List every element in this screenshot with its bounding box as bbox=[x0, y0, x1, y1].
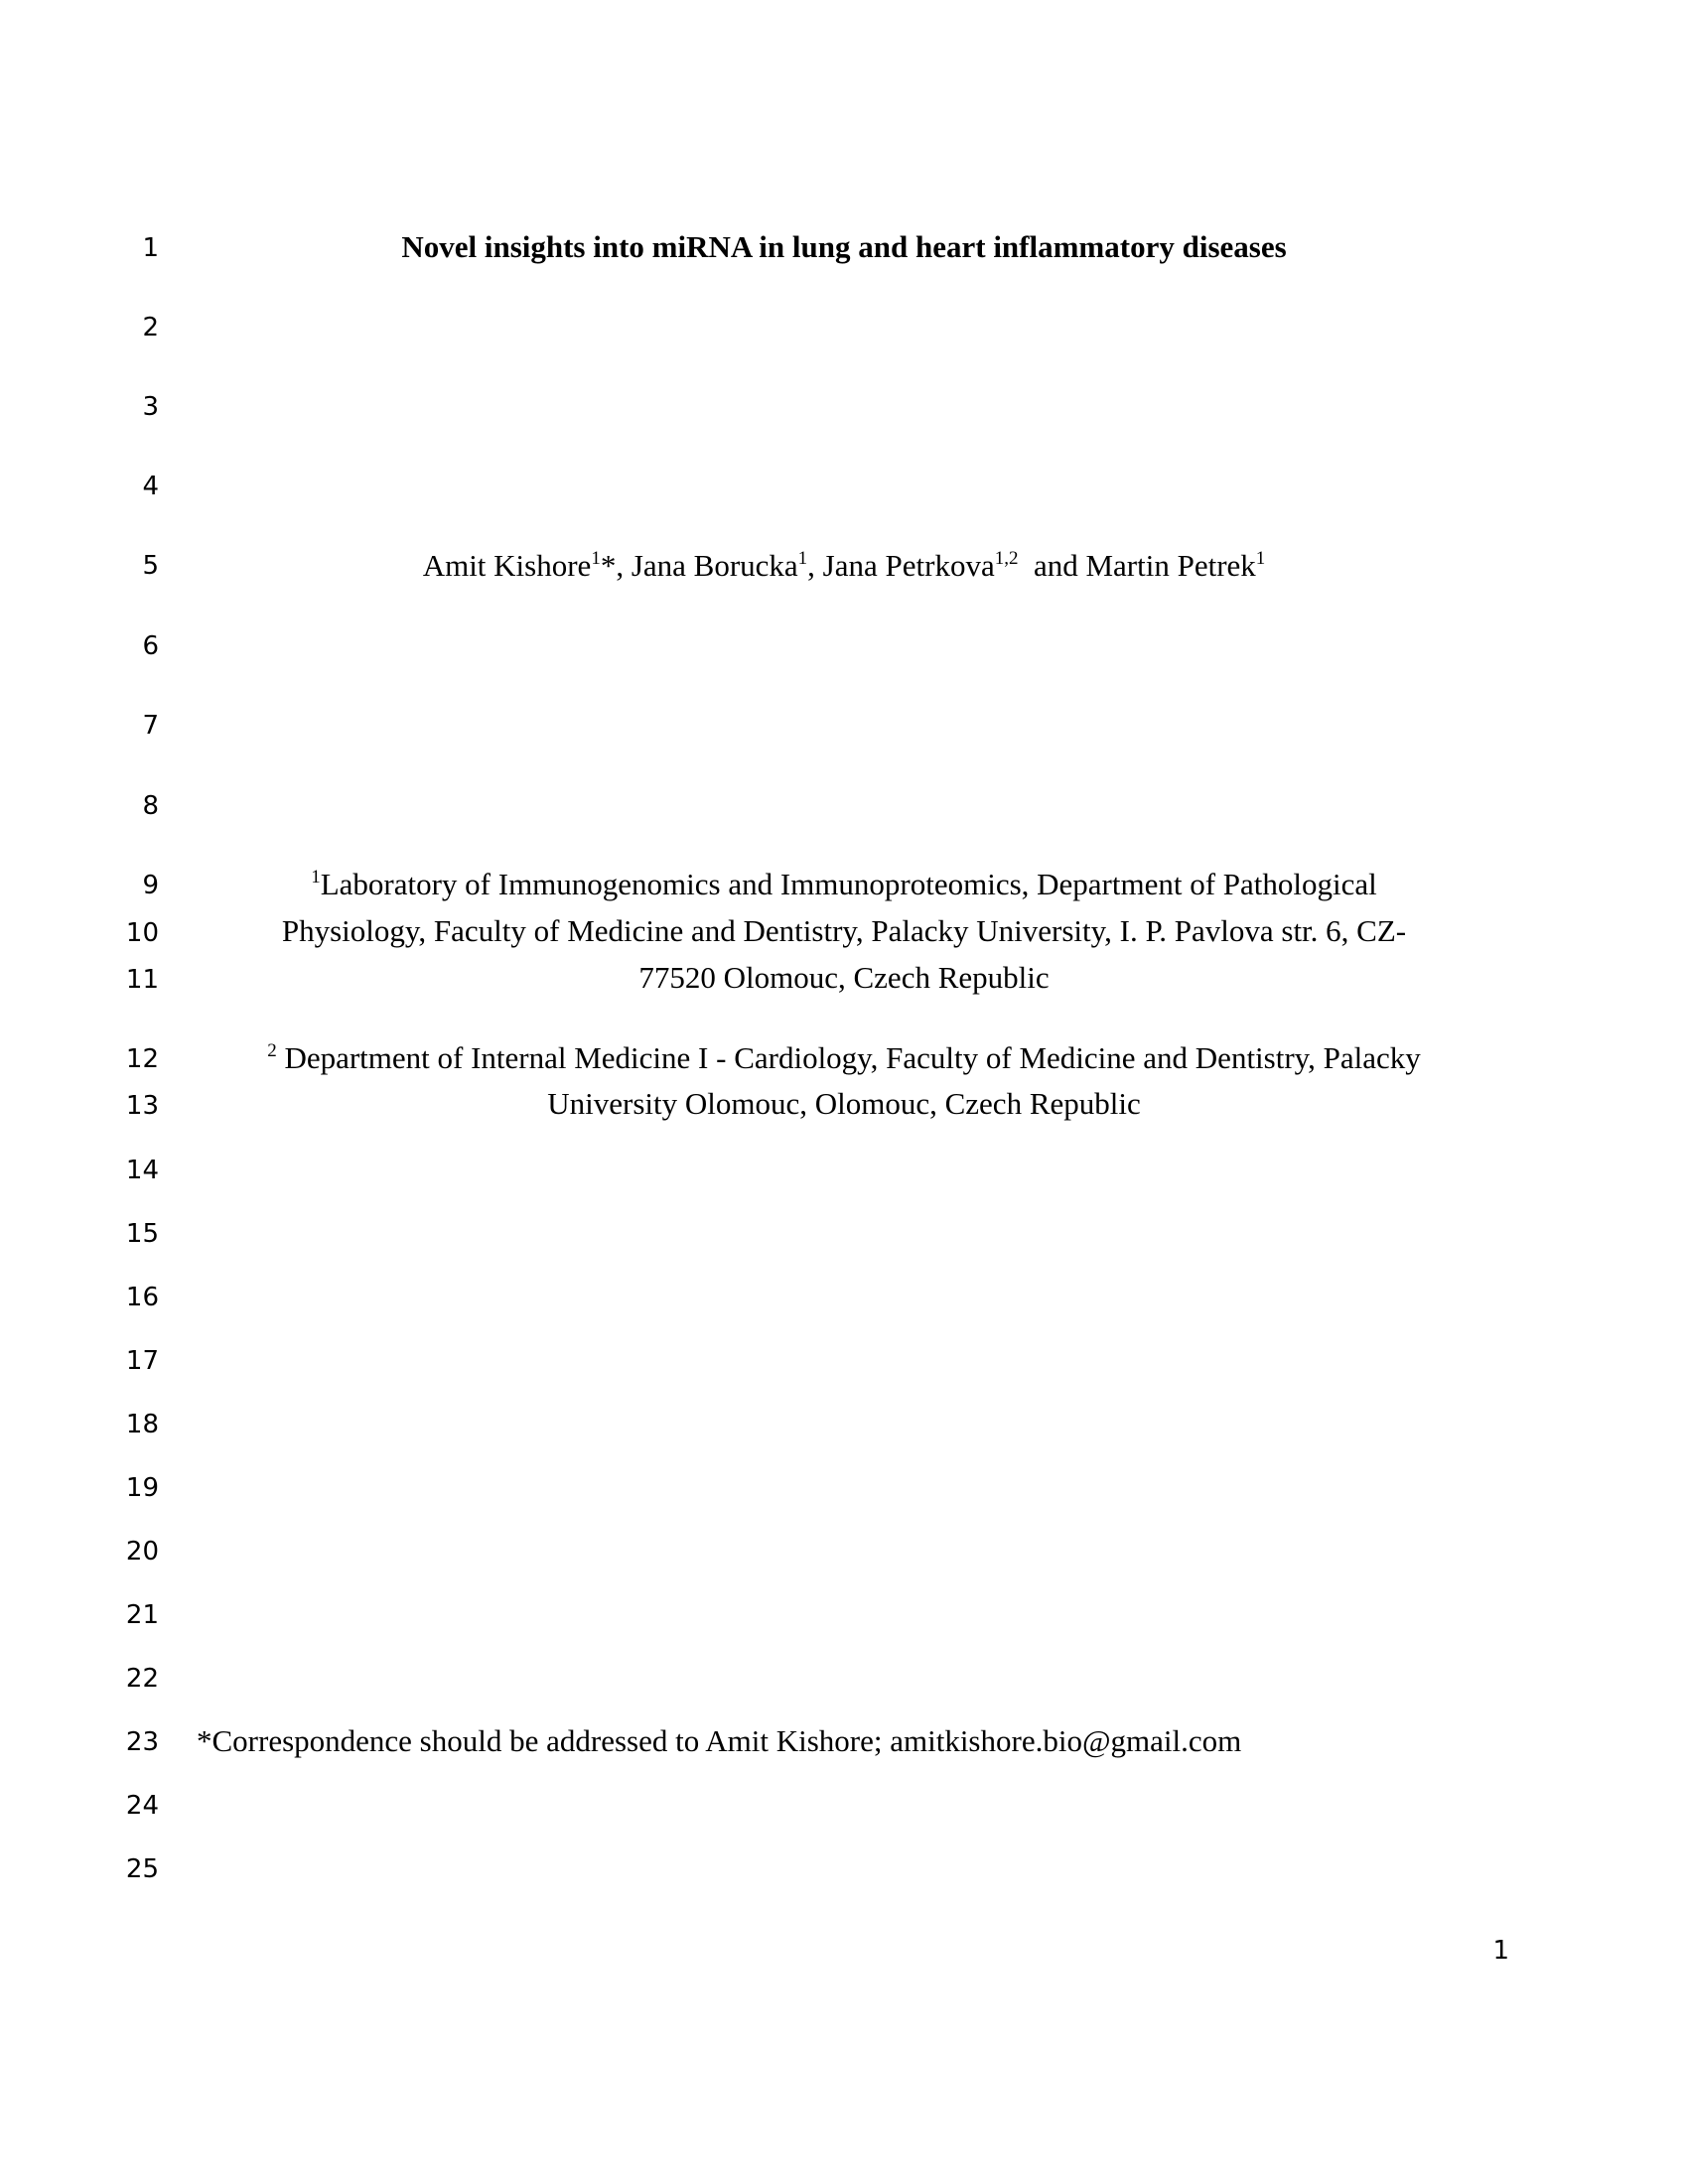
line-number: 20 bbox=[125, 1537, 159, 1567]
line-number: 6 bbox=[142, 631, 159, 661]
affiliation-mark: 2 bbox=[267, 1040, 277, 1061]
affiliation-1-line-1 bbox=[0, 867, 1688, 902]
author-separator: , bbox=[807, 548, 823, 583]
author-affiliation-mark: 1 bbox=[1255, 548, 1266, 569]
line-number: 19 bbox=[125, 1473, 159, 1503]
line-number: 3 bbox=[142, 392, 159, 422]
author-name: Jana Petrkova bbox=[822, 548, 995, 583]
author-affiliation-mark: 1 bbox=[797, 548, 808, 569]
affiliation-text: Laboratory of Immunogenomics and Immunoproteomics, Department of Pathological bbox=[320, 867, 1377, 901]
line-number: 5 bbox=[142, 551, 159, 581]
affiliation-1-line-2: Physiology, Faculty of Medicine and Dentistry, Palacky University, I. P. Pavlova str. 6, CZ- bbox=[281, 913, 1407, 948]
affiliation-2-line-2: University Olomouc, Olomouc, Czech Republic bbox=[547, 1086, 1141, 1121]
line-number: 24 bbox=[125, 1791, 159, 1821]
line-number: 13 bbox=[125, 1091, 159, 1121]
line-number: 9 bbox=[142, 871, 159, 900]
author-name: Jana Borucka bbox=[631, 548, 798, 583]
page-number: 1 bbox=[1492, 1936, 1509, 1966]
affiliation-1-line-3: 77520 Olomouc, Czech Republic bbox=[638, 960, 1050, 995]
line-number: 25 bbox=[125, 1854, 159, 1884]
line-number: 7 bbox=[142, 711, 159, 741]
paper-title: Novel insights into miRNA in lung and heart inflammatory diseases bbox=[401, 229, 1287, 264]
line-number: 17 bbox=[125, 1346, 159, 1376]
author-list bbox=[0, 548, 1688, 584]
line-number: 21 bbox=[125, 1600, 159, 1630]
author-name: Amit Kishore bbox=[422, 548, 592, 583]
author-separator: *, bbox=[600, 548, 632, 583]
author-affiliation-mark: 1,2 bbox=[994, 548, 1019, 569]
line-number: 4 bbox=[142, 472, 159, 501]
line-number: 1 bbox=[142, 233, 159, 263]
author-name: Martin Petrek bbox=[1085, 548, 1256, 583]
correspondence-note: *Correspondence should be addressed to Amit Kishore; amitkishore.bio@gmail.com bbox=[197, 1723, 1242, 1758]
affiliation-text: Department of Internal Medicine I - Cardiology, Faculty of Medicine and Dentistry, Palacky bbox=[276, 1040, 1421, 1075]
affiliation-2-line-1 bbox=[0, 1040, 1688, 1076]
author-separator: and bbox=[1018, 548, 1086, 583]
line-number: 11 bbox=[125, 965, 159, 995]
line-number: 16 bbox=[125, 1283, 159, 1312]
line-number: 22 bbox=[125, 1664, 159, 1694]
line-number: 18 bbox=[125, 1410, 159, 1439]
affiliation-mark: 1 bbox=[311, 867, 321, 887]
author-affiliation-mark: 1 bbox=[591, 548, 601, 569]
line-number: 12 bbox=[125, 1044, 159, 1074]
line-number: 14 bbox=[125, 1156, 159, 1185]
line-number: 15 bbox=[125, 1219, 159, 1249]
line-number: 10 bbox=[125, 918, 159, 948]
line-number: 2 bbox=[142, 313, 159, 342]
line-number: 8 bbox=[142, 791, 159, 821]
line-number: 23 bbox=[125, 1727, 159, 1757]
